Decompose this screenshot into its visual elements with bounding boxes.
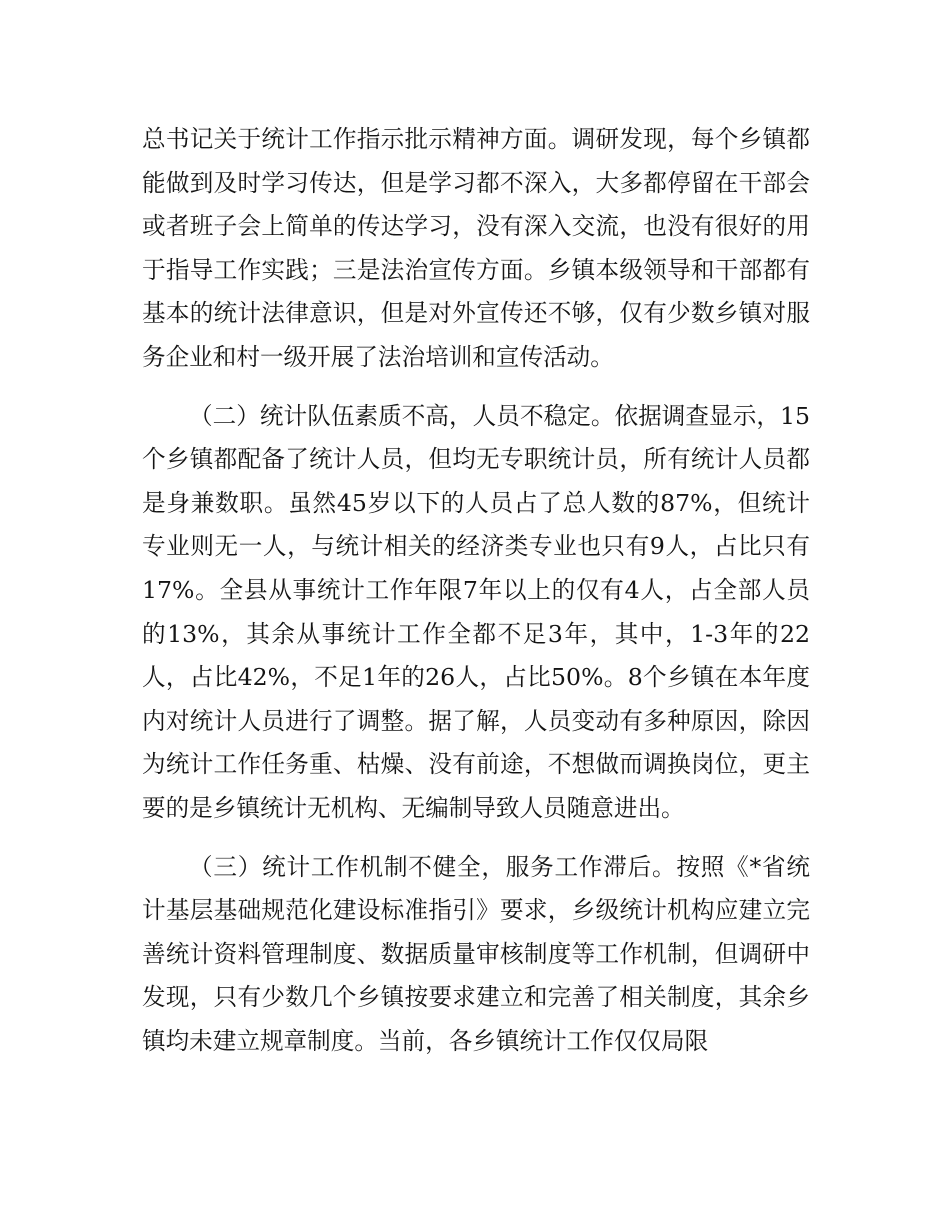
paragraph-section-three: （三）统计工作机制不健全，服务工作滞后。按照《*省统计基层基础规范化建设标准指引》要求，乡级统计机构应建立完善统计资料管理制度、数据质量审核制度等工作机制，但调研中发现，只有少数几个乡镇按要求建立和完善了相关制度，其余乡镇均未建立规章制度。当前，各乡镇统计工作仅仅局限 <box>142 852 810 1055</box>
document-body <box>142 118 810 1063</box>
paragraph-continued: 总书记关于统计工作指示批示精神方面。调研发现，每个乡镇都能做到及时学习传达，但是学习都不深入，大多都停留在干部会或者班子会上简单的传达学习，没有深入交流，也没有很好的用于指导工作实践；三是法治宣传方面。乡镇本级领导和干部都有基本的统计法律意识，但是对外宣传还不够，仅有少数乡镇对服务企业和村一级开展了法治培训和宣传活动。 <box>142 125 810 371</box>
paragraph-section-two: （二）统计队伍素质不高，人员不稳定。依据调查显示，15个乡镇都配备了统计人员，但均无专职统计员，所有统计人员都是身兼数职。虽然45岁以下的人员占了总人数的87%，但统计专业则无一人，与统计相关的经济类专业也只有9人，占比只有17%。全县从事统计工作年限7年以上的仅有4人，占全部人员的13%，其余从事统计工作全都不足3年，其中，1-3年的22人，占比42%，不足1年的26人，占比50%。8个乡镇在本年度内对统计人员进行了调整。据了解，人员变动有多种原因，除因为统计工作任务重、枯燥、没有前途，不想做而调换岗位，更主要的是乡镇统计无机构、无编制导致人员随意进出。 <box>142 401 810 822</box>
